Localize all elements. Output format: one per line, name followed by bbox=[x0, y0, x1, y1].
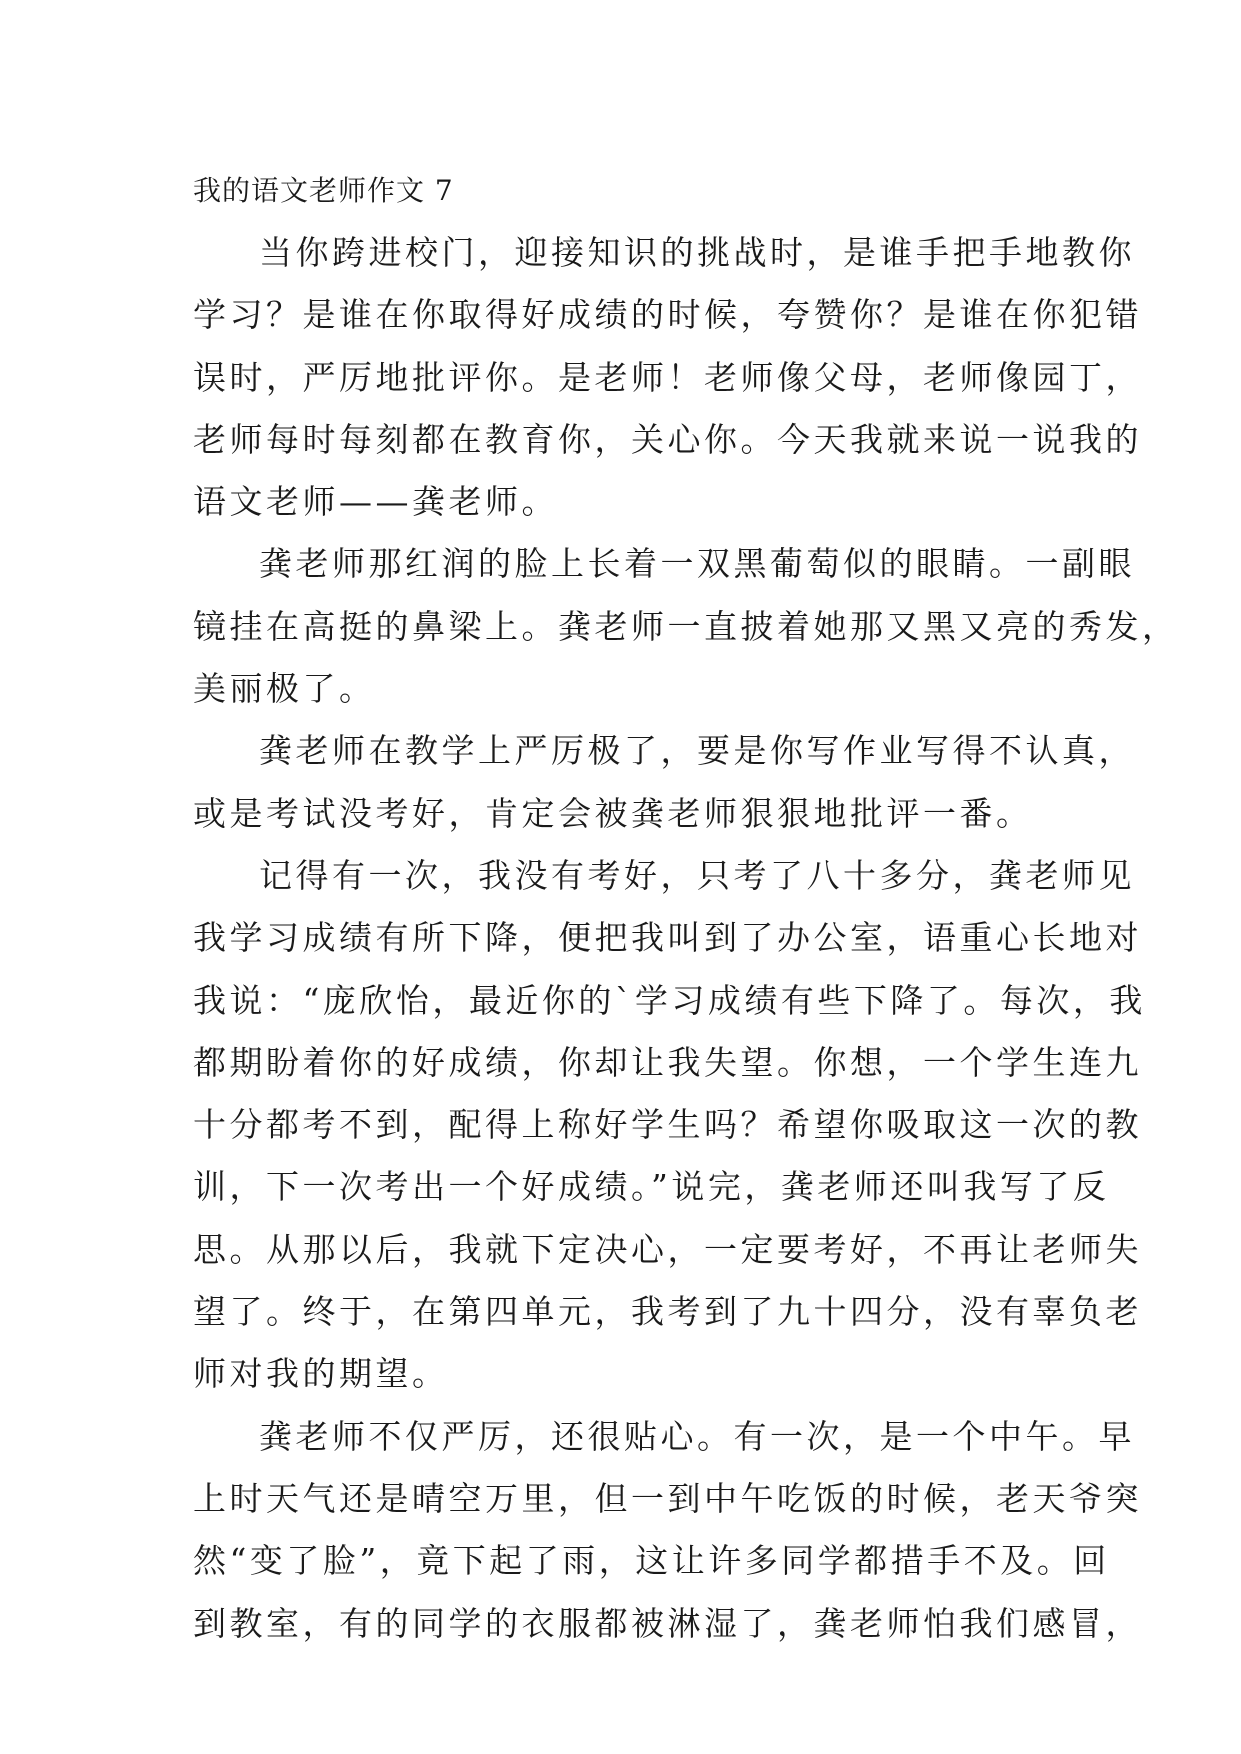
text-line: 十分都考不到，配得上称好学生吗？希望你吸取这一次的教 bbox=[193, 1105, 1142, 1145]
text-line: 美丽极了。 bbox=[193, 669, 376, 709]
paragraph-2 bbox=[193, 533, 1179, 720]
text-line: 记得有一次，我没有考好，只考了八十多分，龚老师见 bbox=[259, 855, 1135, 895]
text-line: 我说：“庞欣怡，最近你的`学习成绩有些下降了。每次，我 bbox=[193, 980, 1146, 1020]
document-body bbox=[193, 160, 1179, 1655]
text-line: 或是考试没考好，肯定会被龚老师狠狠地批评一番。 bbox=[193, 793, 1033, 833]
text-line: 当你跨进校门，迎接知识的挑战时，是谁手把手地教你 bbox=[259, 233, 1135, 272]
paragraph-5 bbox=[193, 1406, 1142, 1655]
paragraph-1 bbox=[193, 222, 1142, 533]
text-line: 思。从那以后，我就下定决心，一定要考好，不再让老师失 bbox=[193, 1229, 1142, 1269]
text-line: 龚老师那红润的脸上长着一双黑葡萄似的眼睛。一副眼 bbox=[259, 544, 1135, 584]
text-line: 训，下一次考出一个好成绩。”说完，龚老师还叫我写了反 bbox=[193, 1167, 1110, 1207]
text-line: 都期盼着你的好成绩，你却让我失望。你想，一个学生连九 bbox=[193, 1042, 1142, 1082]
text-line: 到教室，有的同学的衣服都被淋湿了，龚老师怕我们感冒， bbox=[193, 1603, 1142, 1643]
document-title: 我的语文老师作文 7 bbox=[193, 174, 454, 207]
text-line: 镜挂在高挺的鼻梁上。龚老师一直披着她那又黑又亮的秀发， bbox=[193, 606, 1179, 646]
text-line: 然“变了脸”，竟下起了雨，这让许多同学都措手不及。回 bbox=[193, 1541, 1110, 1581]
text-line: 误时，严厉地批评你。是老师！老师像父母，老师像园丁， bbox=[193, 357, 1142, 397]
text-line: 师对我的期望。 bbox=[193, 1354, 449, 1394]
text-line: 语文老师——龚老师。 bbox=[193, 482, 558, 522]
text-line: 望了。终于，在第四单元，我考到了九十四分，没有辜负老 bbox=[193, 1292, 1142, 1332]
text-line: 我学习成绩有所下降，便把我叫到了办公室，语重心长地对 bbox=[193, 918, 1142, 958]
paragraph-3 bbox=[193, 720, 1135, 845]
text-line: 老师每时每刻都在教育你，关心你。今天我就来说一说我的 bbox=[193, 419, 1142, 459]
paragraph-4 bbox=[193, 845, 1146, 1406]
text-line: 上时天气还是晴空万里，但一到中午吃饭的时候，老天爷突 bbox=[193, 1478, 1142, 1518]
text-line: 龚老师在教学上严厉极了，要是你写作业写得不认真， bbox=[259, 731, 1135, 771]
text-line: 龚老师不仅严厉，还很贴心。有一次，是一个中午。早 bbox=[259, 1416, 1135, 1456]
text-line: 学习？是谁在你取得好成绩的时候，夸赞你？是谁在你犯错 bbox=[193, 295, 1142, 335]
